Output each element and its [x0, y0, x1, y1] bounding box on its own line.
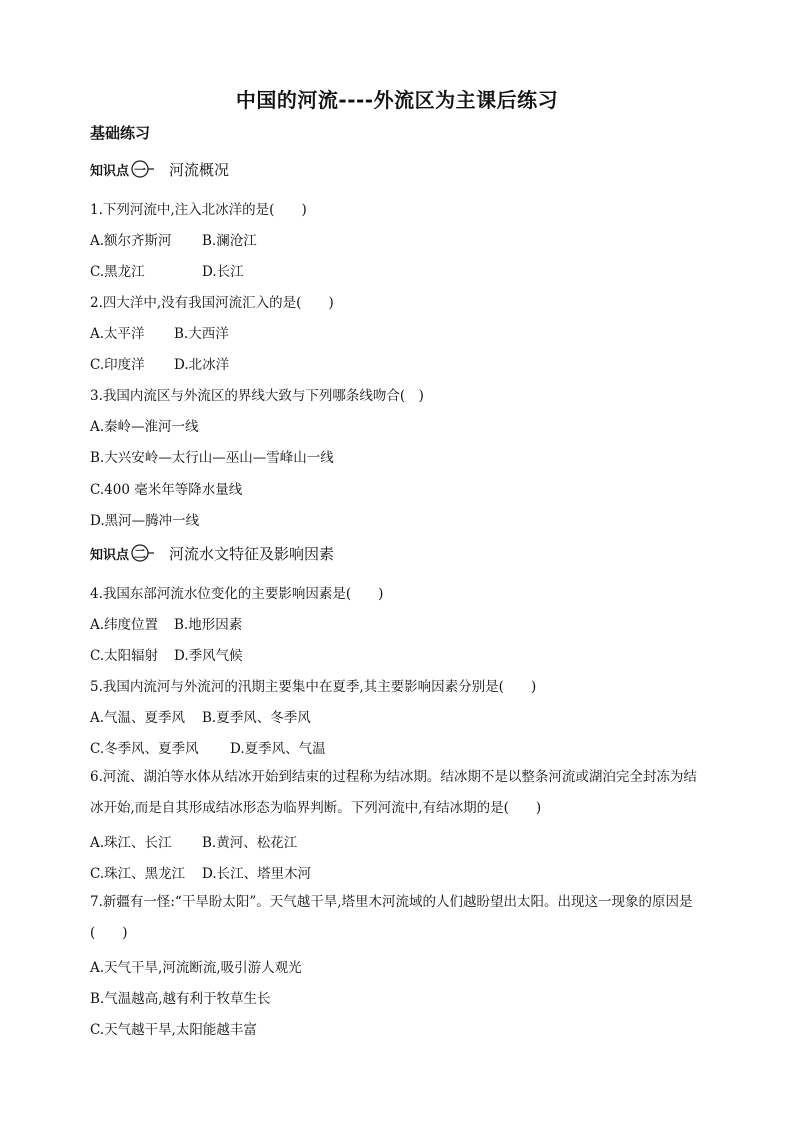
- knowledge-point-badge: [131, 160, 155, 178]
- page-title: 中国的河流----外流区为主课后练习: [235, 88, 559, 112]
- question-2-options-cd: [90, 353, 229, 373]
- option-d: D.长江、塔里木河: [202, 866, 312, 882]
- option-c: C.太阳辐射: [90, 648, 159, 664]
- question-2-stem: 2.四大洋中,没有我国河流汇入的是( ): [90, 295, 334, 311]
- section-heading: 基础练习: [90, 124, 151, 142]
- option-b: B.澜沧江: [202, 233, 257, 249]
- question-3-option-a: A.秦岭—淮河一线: [90, 419, 199, 435]
- option-a: A.额尔齐斯河: [90, 233, 172, 249]
- question-6-options-ab: [90, 831, 297, 851]
- question-7-option-c: C.天气越干旱,太阳能越丰富: [90, 1022, 257, 1038]
- question-5-options-ab: [90, 706, 311, 726]
- question-4-options-ab: [90, 613, 242, 633]
- question-7-option-b: B.气温越高,越有利于牧草生长: [90, 991, 271, 1007]
- option-d: D.长江: [202, 264, 244, 280]
- question-7-option-a: A.天气干旱,河流断流,吸引游人观光: [90, 960, 302, 976]
- option-c: C.珠江、黑龙江: [90, 866, 186, 882]
- knowledge-point-label: 知识点: [90, 547, 130, 563]
- option-c: C.黑龙江: [90, 264, 145, 280]
- knowledge-point-label: 知识点: [90, 163, 130, 179]
- question-1-options-ab: [90, 229, 257, 249]
- question-3-option-b: B.大兴安岭—太行山—巫山—雪峰山一线: [90, 450, 334, 466]
- knowledge-point-topic: 河流水文特征及影响因素: [169, 544, 335, 563]
- option-b: B.大西洋: [174, 326, 229, 342]
- question-1-stem: 1.下列河流中,注入北冰洋的是( ): [90, 202, 307, 218]
- question-3-option-c: C.400 毫米年等降水量线: [90, 482, 243, 498]
- option-a: A.珠江、长江: [90, 835, 172, 851]
- knowledge-point-number: 二: [134, 546, 147, 561]
- option-a: A.气温、夏季风: [90, 710, 186, 726]
- knowledge-point-1: [90, 158, 229, 180]
- question-6-options-cd: [90, 862, 311, 882]
- knowledge-point-badge: [131, 544, 155, 562]
- option-b: B.地形因素: [174, 617, 243, 633]
- question-1-options-cd: [90, 260, 244, 280]
- question-3-option-d: D.黑河—腾冲一线: [90, 513, 200, 529]
- question-3-stem: 3.我国内流区与外流区的界线大致与下列哪条线吻合( ): [90, 388, 424, 404]
- option-b: B.黄河、松花江: [202, 835, 298, 851]
- option-a: A.太平洋: [90, 326, 145, 342]
- option-d: D.北冰洋: [174, 357, 230, 373]
- question-4-stem: 4.我国东部河流水位变化的主要影响因素是( ): [90, 586, 384, 602]
- question-6-stem: 6.河流、湖泊等水体从结冰开始到结束的过程称为结冰期。结冰期不是以整条河流或湖泊完全封冻为结冰开始,而是自其形成结冰形态为临界判断。下列河流中,有结冰期的是( ): [90, 769, 697, 816]
- question-5-stem: 5.我国内流河与外流河的汛期主要集中在夏季,其主要影响因素分别是( ): [90, 679, 537, 695]
- option-c: C.冬季风、夏季风: [90, 741, 199, 757]
- option-d: D.夏季风、气温: [230, 741, 326, 757]
- question-5-options-cd: [90, 737, 326, 757]
- option-b: B.夏季风、冬季风: [202, 710, 311, 726]
- knowledge-point-number: 一: [134, 162, 147, 177]
- question-4-options-cd: [90, 644, 243, 664]
- option-d: D.季风气候: [174, 648, 243, 664]
- option-a: A.纬度位置: [90, 617, 159, 633]
- knowledge-point-2: [90, 542, 334, 564]
- question-7-stem: 7.新疆有一怪:“干旱盼太阳”。天气越干旱,塔里木河流域的人们越盼望出太阳。出现这一现象的原因是( ): [90, 894, 693, 941]
- question-2-options-ab: [90, 322, 229, 342]
- knowledge-point-topic: 河流概况: [169, 160, 230, 179]
- option-c: C.印度洋: [90, 357, 145, 373]
